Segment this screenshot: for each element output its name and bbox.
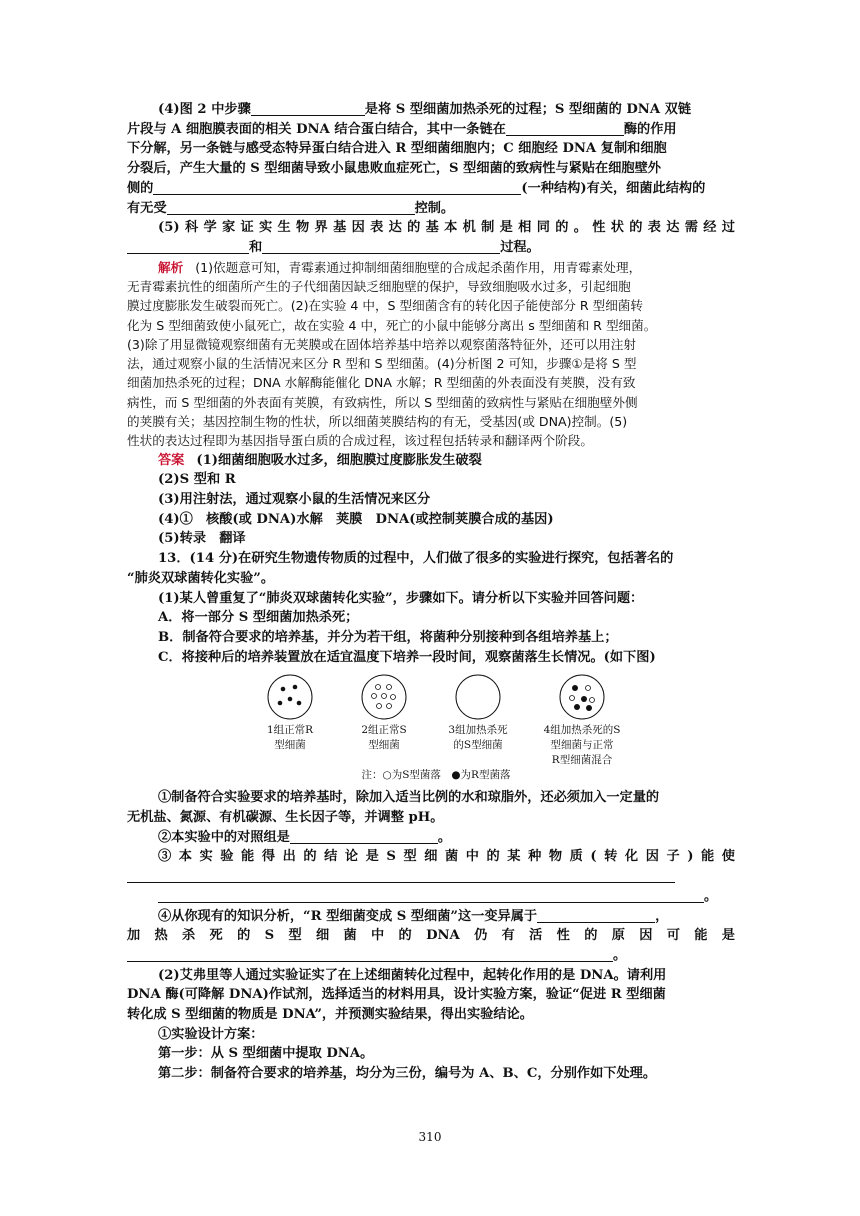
analysis-line: (3)除了用显微镜观察细菌有无荚膜或在固体培养基中培养以观察菌落特征外，还可以用注射: [127, 336, 636, 352]
analysis-label: 解析: [158, 259, 184, 275]
dish-caption: 的S型细菌: [453, 739, 503, 752]
question-line: 转化成 S 型细菌的物质是 DNA”，并预测实验结果，得出实验结论。: [127, 1007, 533, 1023]
question-line: 侧的 (一种结构)有关，细菌此结构的: [127, 180, 706, 196]
petri-dish-3: [440, 673, 516, 766]
answer-blank[interactable]: [290, 829, 438, 844]
answer-blank[interactable]: [127, 868, 675, 883]
question-line: (4)图 2 中步骤 是将 S 型细菌加热杀死的过程；S 型细菌的 DNA 双链: [158, 102, 692, 117]
analysis-line: 病性，而 S 型细菌的外表面有荚膜，有致病性，所以 S 型细菌的致病性与紧贴在细胞壁外侧: [127, 394, 638, 410]
petri-dish-4-icon: [558, 673, 606, 721]
question-line: 第二步：制备符合要求的培养基，均分为三份，编号为 A、B、C，分别作如下处理。: [158, 1066, 657, 1082]
answer-blank[interactable]: [127, 239, 249, 254]
petri-dish-2: [346, 673, 422, 766]
answer-blank[interactable]: [153, 180, 521, 195]
question-line: [127, 867, 735, 887]
dish-caption: 型细菌: [368, 739, 400, 752]
question-line: 。: [127, 946, 735, 966]
question-line: 第一步：从 S 型细菌中提取 DNA。: [158, 1046, 374, 1062]
question-line: DNA 酶(可降解 DNA)作试剂，选择适当的材料用具，设计实验方案，验证“促进 R 型细菌: [127, 987, 666, 1003]
question-line: 有无受 控制。: [127, 200, 455, 216]
question-line: (5)科学家证实生物界基因表达的基本机制是相同的。性状的表达需经过: [158, 220, 735, 236]
answer-line: (4)① 核酸(或 DNA)水解 荚膜 DNA(或控制荚膜合成的基因): [158, 511, 554, 527]
answer-blank[interactable]: [167, 200, 415, 215]
question-line: ①制备符合实验要求的培养基时，除加入适当比例的水和琼脂外，还必须加入一定量的: [158, 790, 660, 806]
dish-caption: 型细菌: [274, 739, 306, 752]
question-line: 和 过程。: [127, 238, 735, 258]
question-line: 无机盐、氮源、有机碳源、生长因子等，并调整 pH。: [127, 810, 444, 826]
page-number: 310: [418, 1130, 442, 1144]
analysis-line: 无青霉素抗性的细菌所产生的子代细菌因缺乏细胞壁的保护，导致细胞吸水过多，引起细胞: [127, 278, 631, 294]
question-line: 分裂后，产生大量的 S 型细菌导致小鼠患败血症死亡，S 型细菌的致病性与紧贴在细胞壁外: [127, 161, 661, 177]
petri-dish-1-icon: [266, 673, 314, 721]
question-line: ②本实验中的对照组是 。: [158, 829, 452, 845]
answer-line: (2)S 型和 R: [158, 472, 236, 488]
analysis-line: 膜过度膨胀发生破裂而死亡。(2)在实验 4 中，S 型细菌含有的转化因子能使部分 R 型细菌转: [127, 298, 643, 314]
dish-caption: 1组正常R: [266, 724, 314, 737]
petri-dish-1: [252, 673, 328, 766]
answer-blank[interactable]: [127, 947, 613, 962]
analysis-line: 细菌加热杀死的过程；DNA 水解酶能催化 DNA 水解；R 型细菌的外表面没有荚膜，没有致: [127, 375, 636, 391]
question-line: 加热杀死的S型细菌中的DNA仍有活性的原因可能是: [127, 928, 735, 944]
question-line: 片段与 A 细胞膜表面的相关 DNA 结合蛋白结合，其中一条链在 酶的作用: [127, 121, 677, 137]
analysis-line: 化为 S 型细菌致使小鼠死亡，故在实验 4 中，死亡的小鼠中能够分离出 s 型细菌和 R 型细菌。: [127, 317, 657, 333]
dish-caption: R型细菌混合: [551, 754, 613, 767]
answer-blank[interactable]: [158, 888, 704, 903]
answer-blank[interactable]: [251, 101, 365, 116]
answer-blank[interactable]: [537, 908, 655, 923]
question-line: B．制备符合要求的培养基，并分为若干组，将菌种分别接种到各组培养基上；: [158, 629, 618, 645]
question-line: ①实验设计方案：: [158, 1026, 264, 1042]
question-line: C．将接种后的培养装置放在适宜温度下培养一段时间，观察菌落生长情况。(如下图): [158, 649, 656, 665]
dish-caption: 型细菌与正常: [550, 739, 614, 752]
answer-line: (3)用注射法，通过观察小鼠的生活情况来区分: [158, 492, 431, 507]
dish-caption: 4组加热杀死的S: [543, 724, 621, 737]
question-line: 。: [127, 887, 735, 907]
analysis-line: 性状的表达过程即为基因指导蛋白质的合成过程，该过程包括转录和翻译两个阶段。: [127, 433, 593, 449]
petri-dish-3-icon: [454, 673, 502, 721]
question-line: ④从你现有的知识分析，“R 型细菌变成 S 型细菌”这一变异属于 ，: [158, 908, 669, 924]
question-line: 13．(14 分)在研究生物遗传物质的过程中，人们做了很多的实验进行探究，包括著名的: [158, 551, 674, 567]
question-line: (2)艾弗里等人通过实验证实了在上述细菌转化过程中，起转化作用的是 DNA。请利用: [158, 967, 667, 983]
question-line: “肺炎双球菌转化实验”。: [127, 570, 275, 586]
answer-blank[interactable]: [262, 239, 500, 254]
petri-dish-2-icon: [360, 673, 408, 721]
answer-blank[interactable]: [506, 121, 624, 136]
petri-dish-figure: [127, 673, 735, 766]
answer-line: 答案 (1)细菌细胞吸水过多，细胞膜过度膨胀发生破裂: [158, 452, 482, 468]
analysis-line: 解析 (1)依题意可知，青霉素通过抑制细菌细胞壁的合成起杀菌作用，用青霉素处理，: [158, 259, 642, 275]
question-line: 下分解，另一条链与感受态特异蛋白结合进入 R 型细菌细胞内；C 细胞经 DNA 复制和细胞: [127, 141, 667, 157]
analysis-line: 的荚膜有关；基因控制生物的性状，所以细菌荚膜结构的有无，受基因(或 DNA)控制。(5): [127, 414, 628, 429]
document-page: [127, 100, 735, 1084]
figure-note: 注：○为S型菌落 ●为R型菌落: [361, 769, 511, 782]
question-line: A．将一部分 S 型细菌加热杀死；: [158, 610, 359, 626]
dish-caption: 3组加热杀死: [448, 724, 508, 737]
answer-line: (5)转录 翻译: [158, 531, 246, 547]
petri-dish-4: [534, 673, 630, 766]
analysis-line: 法，通过观察小鼠的生活情况来区分 R 型和 S 型细菌。(4)分析图 2 可知，步骤①是将 S 型: [127, 356, 637, 372]
question-line: ③本实验能得出的结论是S型细菌中的某种物质(转化因子)能使: [158, 849, 735, 865]
question-line: (1)某人曾重复了“肺炎双球菌转化实验”，步骤如下。请分析以下实验并回答问题：: [158, 590, 644, 606]
answer-label: 答案: [158, 452, 185, 468]
dish-caption: 2组正常S: [361, 724, 407, 737]
